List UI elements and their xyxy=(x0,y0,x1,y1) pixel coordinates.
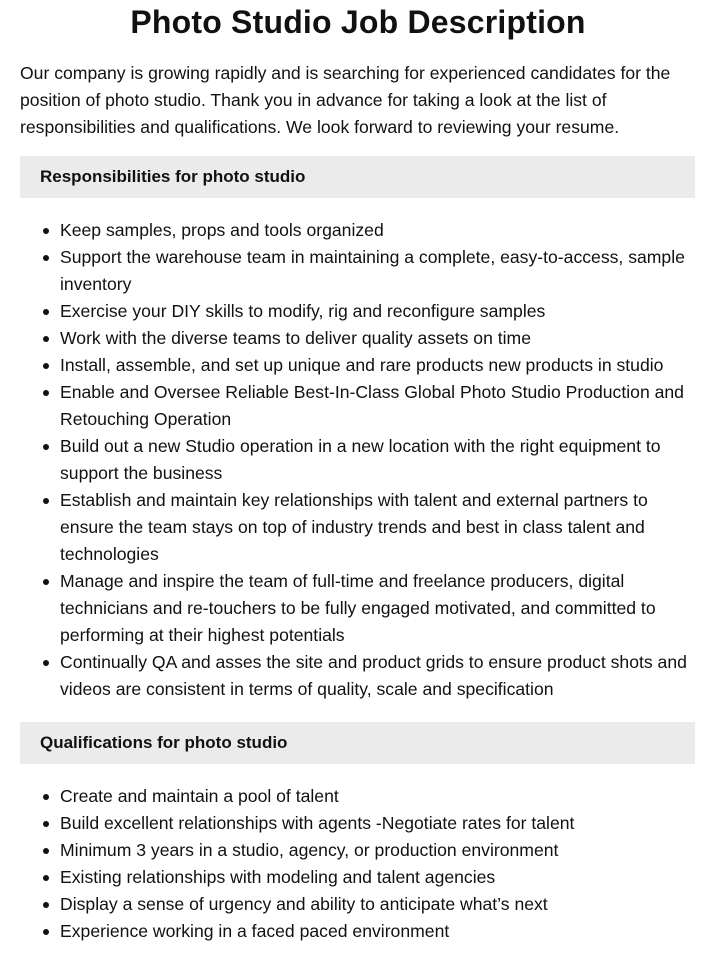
qualification-item: Minimum 3 years in a studio, agency, or production environment xyxy=(60,837,695,864)
responsibilities-list xyxy=(20,217,695,703)
qualifications-list xyxy=(20,783,695,945)
responsibility-item: Work with the diverse teams to deliver quality assets on time xyxy=(60,325,695,352)
responsibility-item: Exercise your DIY skills to modify, rig and reconfigure samples xyxy=(60,298,695,325)
qualification-item: Existing relationships with modeling and talent agencies xyxy=(60,864,695,891)
responsibility-item: Enable and Oversee Reliable Best-In-Class Global Photo Studio Production and Retouching Operation xyxy=(60,379,695,433)
responsibility-item: Continually QA and asses the site and product grids to ensure product shots and videos are consistent in terms of quality, scale and specification xyxy=(60,649,695,703)
page-title: Photo Studio Job Description xyxy=(130,4,586,40)
qualification-item: Create and maintain a pool of talent xyxy=(60,783,695,810)
qualification-item: Build excellent relationships with agents -Negotiate rates for talent xyxy=(60,810,695,837)
qualification-item: Display a sense of urgency and ability to anticipate what’s next xyxy=(60,891,695,918)
qualifications-heading: Qualifications for photo studio xyxy=(20,722,695,764)
responsibility-item: Install, assemble, and set up unique and rare products new products in studio xyxy=(60,352,695,379)
intro-paragraph: Our company is growing rapidly and is searching for experienced candidates for the position of photo studio. Thank you in advance for taking a look at the list of responsibilities and qualifications. We look forward to reviewing your resume. xyxy=(20,63,671,137)
responsibility-item: Establish and maintain key relationships with talent and external partners to ensure the team stays on top of industry trends and best in class talent and technologies xyxy=(60,487,695,568)
responsibility-item: Build out a new Studio operation in a new location with the right equipment to support the business xyxy=(60,433,695,487)
qualification-item: Experience working in a faced paced environment xyxy=(60,918,695,945)
responsibility-item: Support the warehouse team in maintaining a complete, easy-to-access, sample inventory xyxy=(60,244,695,298)
responsibilities-heading: Responsibilities for photo studio xyxy=(20,156,695,198)
responsibility-item: Keep samples, props and tools organized xyxy=(60,217,695,244)
responsibility-item: Manage and inspire the team of full-time and freelance producers, digital technicians and re-touchers to be fully engaged motivated, and committed to performing at their highest potentials xyxy=(60,568,695,649)
